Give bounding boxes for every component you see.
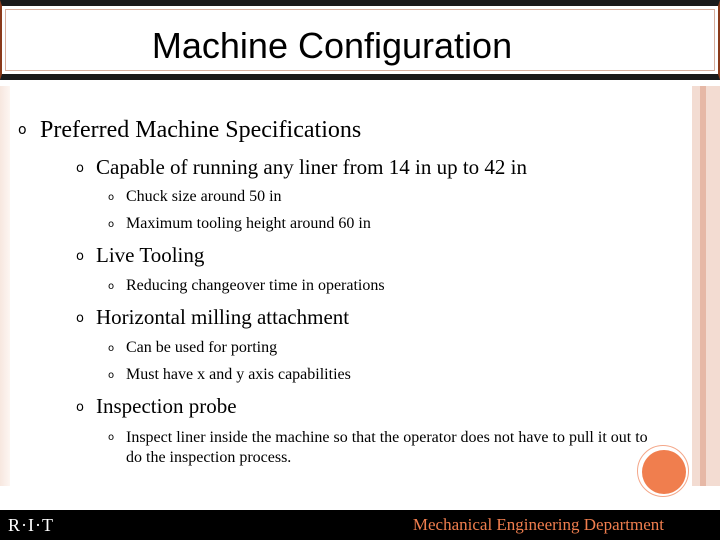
- bullet-text: Chuck size around 50 in: [126, 188, 282, 205]
- bullet-level3: [108, 339, 277, 357]
- bullet-text: Inspection probe: [96, 394, 237, 418]
- bullet-marker: o: [76, 311, 84, 326]
- rit-logo-text: R·I·T: [8, 515, 54, 535]
- bullet-level2: [76, 394, 237, 419]
- bullet-marker: o: [108, 370, 115, 381]
- bullet-text: Live Tooling: [96, 243, 205, 267]
- bullet-text: Capable of running any liner from 14 in up to 42 in: [96, 155, 528, 179]
- bullet-level3: [108, 215, 371, 233]
- bullet-marker: o: [76, 400, 84, 415]
- bullet-text: Maximum tooling height around 60 in: [126, 215, 371, 232]
- bullet-text: Inspect liner inside the machine so that the operator does not have to pull it out to do the inspection process.: [126, 429, 648, 466]
- bullet-level3: [108, 428, 648, 468]
- decorative-circle: [642, 450, 686, 494]
- left-decorative-stripe: [0, 86, 10, 486]
- bullet-text: Reducing changeover time in operations: [126, 277, 385, 294]
- bullet-level2: [76, 305, 349, 330]
- bullet-level1: [18, 117, 361, 144]
- bullet-level2: [76, 243, 204, 268]
- bullet-text: Preferred Machine Specifications: [40, 117, 362, 143]
- right-decorative-stripe: [692, 86, 720, 486]
- bullet-marker: o: [108, 281, 115, 292]
- bullet-marker: o: [76, 249, 84, 264]
- footer-bar: [0, 510, 720, 540]
- bullet-marker: o: [76, 161, 84, 176]
- bullet-level3: [108, 366, 351, 384]
- title-bar: [0, 0, 720, 80]
- bullet-level3: [108, 188, 282, 206]
- bullet-text: Horizontal milling attachment: [96, 305, 350, 329]
- bullet-marker: o: [108, 432, 115, 443]
- bullet-level2: [76, 155, 527, 180]
- slide-title: Machine Configuration: [151, 25, 513, 66]
- bullet-text: Can be used for porting: [126, 339, 278, 356]
- bullet-marker: o: [108, 343, 115, 354]
- bullet-text: Must have x and y axis capabilities: [126, 366, 351, 383]
- department-label: Mechanical Engineering Department: [412, 515, 664, 534]
- bullet-level3: [108, 277, 385, 295]
- bullet-marker: o: [108, 192, 115, 203]
- bullet-marker: o: [18, 122, 27, 138]
- bullet-marker: o: [108, 219, 115, 230]
